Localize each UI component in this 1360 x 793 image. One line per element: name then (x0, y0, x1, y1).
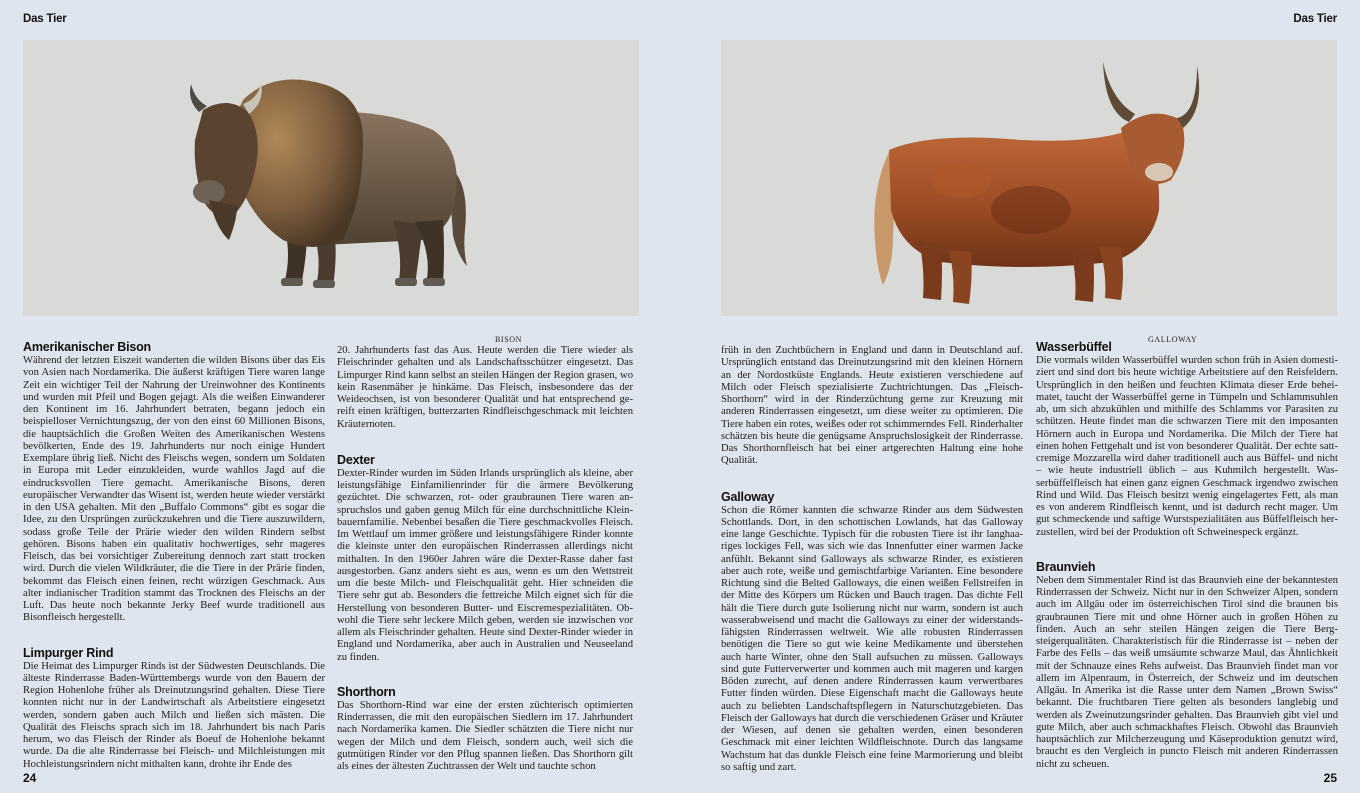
article-heading: Braunvieh (1036, 559, 1096, 574)
bison-plate (23, 40, 639, 344)
article-amerikanischer-bison (23, 340, 325, 625)
article-limpurger-rind-continued (337, 345, 633, 431)
highland-cattle-illustration-icon (721, 40, 1337, 316)
column-1 (23, 340, 325, 771)
plate-caption-galloway: GALLOWAY (1148, 335, 1198, 344)
article-heading: Shorthorn (337, 684, 396, 699)
article-body: Die Heimat des Limpurger Rinds ist der Südwesten Deutschlands. Die älteste Rinderrasse Baden-Württembergs wurde von den Bauern der Region Hohenlohe früher als Dreinutzungsrind gehalten. Diese Tiere konnten nicht nur in der Landwirtschaft als Arbeitstiere eingesetzt werden, sondern gaben auch Milch und ließen sich mästen. Die Qualität des Fleischs sprach sich im 18. Jahrhundert bis nach Paris herum, wo das Fleisch der Rinder als Boeuf de Hohenlohe bekannt wurde. Da die alte Rinderrasse bei Fleisch- und Milchleistungen mit Hochleistungsrindern nicht mithalten kann, drohte ihr Ende des (23, 660, 325, 770)
article-heading: Amerikanischer Bison (23, 340, 151, 354)
article-limpurger-rind (23, 646, 325, 771)
bison-illustration-icon (23, 40, 639, 316)
article-shorthorn (337, 685, 633, 774)
article-heading: Limpurger Rind (23, 645, 114, 660)
running-head-left: Das Tier (23, 13, 67, 25)
article-body: früh in den Zuchtbüchern in England und dann in Deutschland auf. Ursprünglich entstand das Dreinutzungsrind mit den kleinen Hörnern an der Nordostküste Englands. Heute existieren verschiedene auf Milch oder Fleisch spezialisierte Zuchtrichtungen. Das „Fleisch-Shorthorn“ wird in der Rinderzüchtung gerne zur Kreuzung mit anderen Rinderrassen eingesetzt, um diese weiter zu optimieren. Die Tiere haben ein rotes, weißes oder rot schimmerndes Fell. Rinderhalter schätzen bis heute die genügsame Anspruchslosigkeit der Rinderrasse. Das Shorthornfleisch hat bei einer artgerechten Haltung eine hohe Qualität. (721, 345, 1023, 467)
page-number-left: 24 (23, 771, 37, 785)
article-heading: Galloway (721, 489, 775, 504)
article-heading: Wasserbüffel (1036, 340, 1112, 354)
plate-caption-bison: BISON (495, 335, 523, 344)
page-number-right: 25 (1323, 771, 1337, 785)
article-body: Während der letzten Eiszeit wanderten die wilden Bisons über das Eis von Asien nach Nordamerika. Die äußerst kräftigen Tiere waren lange Zeit ein wichtiger Teil der Nahrung der Ureinwohner des Kontinents und wurden mit Pfeil und Bogen gejagt. Als die weißen Einwanderer den Kontinent im 16. Jahrhundert betraten, begann jedoch ein beispielloser Vernichtungszug, der von den einst 60 Millionen Bisons, die hauptsächlich die Großen Weiten des Amerikanischen Westens bevölkerten, Ende des 19. Jahrhunderts nur noch einige Hundert Exemplare übrig ließ. Nicht des Fleischs wegen, sondern um Soldaten in Europa mit Leder einzukleiden, wurde wahllos Jagd auf die eindrucksvollen Tiere gemacht. Amerikanische Bisons, deren europäischer Verwandter das Wisent ist, werden heute wieder verstärkt in den USA gehalten. Mit den „Buffalo Commons“ gibt es sogar die Idee, zu den Ursprüngen zurückzukehren und die Tiere auszuwildern, sodass große Teile der Prärie wieder den wilden Rindern selbst gehören. Bisons haben ein qualitativ hochwertiges, sehr mageres Fleisch, das bei vorsichtiger Zubereitung dennoch zart statt trocken wird. Durch die vielen Wildkräuter, die die Tiere in der Prärie finden, bekommt das Fleisch einen feinen, recht würzigen Geschmack. Aus alter indianischer Tradition stammt das Trocknen des Fleischs an der Luft. Das heute noch bekannte Jerky Beef wurde traditionell aus Bisonfleisch hergestellt. (23, 355, 325, 624)
running-head-right: Das Tier (1293, 13, 1337, 25)
column-2 (337, 345, 633, 773)
article-body: 20. Jahrhunderts fast das Aus. Heute werden die Tiere wieder als Fleischrinder gehalten und als Landschaftsschützer eingesetzt. Das Limpurger Rind kann selbst an steilen Hängen der Region grasen, wo kein Rasenmäher je hinkäme. Das Fleisch, insbesondere das der Weideochsen, ist von besonderer Qualität und hat entsprechend gereift einen kräftigen, butterzarten Rindfleischgeschmack mit leichten Kräuternoten. (337, 345, 633, 430)
article-braunvieh (1036, 560, 1338, 771)
article-body: Das Shorthorn-Rind war eine der ersten züchterisch optimierten Rinderrassen, die mit den europäischen Siedlern im 17. Jahrhundert nach Nordamerika kamen. Die Siedler schätzten die Tiere nicht nur wegen der Milch und dem Fleisch, sondern auch, weil sich die gutmütigen Rinder vor den Pflug spannen ließen. Das Shorthorn gilt als eines der ältesten Zuchtrassen der Welt und tauchte schon (337, 699, 633, 772)
galloway-plate (721, 40, 1337, 344)
article-dexter (337, 453, 633, 664)
article-wasserbueffel (1036, 340, 1338, 539)
article-body: Schon die Römer kannten die schwarze Rinder aus dem Südwesten Schottlands. Dort, in den schottischen Lowlands, hat das Galloway eine lange Geschichte. Typisch für die robusten Tiere ist ihr langhaariges lockiges Fell, was sich wie das Innenfutter einer warmen Jacke anfühlt. Bekannt sind Galloways als schwarze Rinder, es existieren aber auch rote, weiße und gemischtfarbige Varianten. Eine besondere Richtung sind die Belted Galloways, die einen weißen Fellstreifen in der Mitte des Körpers um Rücken und Bauch tragen. Das dichte Fell hält die Tiere durch gute Isolierung nicht nur warm, sondern ist auch wasserabweisend und macht die Galloways zu einer der widerstandsfähigsten Rinderrassen weltweit. Wie alle robusten Rinderrassen benötigen die Tiere so gut wie keine Medikamente und überstehen auch harte Winter, ohne den Stall aufsuchen zu müssen. Galloways sind gute Futterverwerter und kommen auch mit mageren und kargen Böden zurecht, auf denen andere Rinderrassen kaum verwertbares Futter finden würden. Diese Eigenschaft macht die Galloways heute auch zu beliebten Landschaftspflegern in Naturschutzgebieten. Das Fleisch der Galloways hat durch die verschiedenen Gräser und Kräuter der Wiesen, auf denen sie gehalten werden, einen besonderen Geschmack mit einer leichten Wildfleischnote. Durch das langsame Wachstum hat das dunkle Fleisch eine feine Marmorierung und bleibt so saftig und zart. (721, 504, 1023, 773)
article-galloway (721, 490, 1023, 775)
article-body: Neben dem Simmentaler Rind ist das Braunvieh eine der bekanntesten Rinderrassen der Schweiz. Nicht nur in den Schweizer Alpen, sondern auch im Allgäu oder im österreichischen Tirol sind die braunen bis graubraunen Tiere mit und ohne Hörner auch in großen Höhen zu finden. Auch an sehr steilen Hängen zeigen die Tiere Bergsteigerqualitäten. Charakteristisch für die Rinderrasse ist – neben der Farbe des Fells – das weiß umsäumte schwarze Maul, das Ähnlichkeit mit der Schnauze eines Rehs aufweist. Das Braunvieh findet man vor allem im Alpenraum, in Österreich, der Schweiz und im deutschen Allgäu. In Amerika ist die Rasse unter dem Namen „Brown Swiss“ bekannt. Die fruchtbaren Tiere gelten als besonders langlebig und werden als Zweinutzungsrinder gehalten. Das Braunvieh gibt viel und gute Milch, aber auch schmackhaftes Fleisch. Obwohl das Braunvieh hauptsächlich zur Milcherzeugung und Käseproduktion genutzt wird, braucht es den Vergleich in puncto Fleisch mit anderen Rinderrassen nicht zu scheuen. (1036, 574, 1338, 770)
article-body: Dexter-Rinder wurden im Süden Irlands ursprünglich als kleine, aber leistungsfähige Einfamilienrinder für die ärmere Bevölkerung gezüchtet. Die schwarzen, rot- oder graubraunen Tiere waren anspruchslos und gaben genug Milch für eine durchschnittliche Kleinbauernfamilie. Nebenbei besaßen die Tiere geschmackvolles Fleisch. Im Wettlauf um immer größere und leistungsfähigere Rinder konnte die kleinste unter den europäischen Rinderrassen allerdings nicht mithalten. In den 1960er Jahren wäre die Dexter-Rasse daher fast ausgestorben. Ganz anders sieht es aus, wenn es um den Wettstreit um die beste Milch- und Fleischqualität geht. Hier schneiden die Tiere sehr gut ab. Besonders die fettreiche Milch eignet sich für die Herstellung von besonderen Butter- und Eiscremespezialitäten. Obwohl die Tiere sehr leckere Milch geben, werden sie inzwischen vor allem als Fleischrinder gehalten. Heute sind Dexter-Rinder wieder in England und Nordamerika, aber auch in Australien und Neuseeland zu finden. (337, 467, 633, 663)
column-4 (1036, 340, 1338, 771)
article-body: Die vormals wilden Wasserbüffel wurden schon früh in Asien domestiziert und sind dort bis heute wichtige Arbeitstiere auf den Reisfeldern. Ursprünglich in den heißen und feuchten Klimata dieser Erde beheimatet, taucht der Wasserbüffel gerne in Tümpeln und Schlammsuhlen ab, um sich abzukühlen und mithilfe des Schlamms vor Parasiten zu schützen. Heute findet man die schwarzen Tiere mit den imposanten Hörnern auch in Europa und Nordamerika. Die Milch der Tiere hat einen hohen Fettgehalt und ist von besonderer Qualität. Der echte satt-cremige Mozzarella wird daher traditionell auch aus Büffel- und nicht – wie heute industriell üblich – aus Kuhmilch hergestellt. Wasserbüffelfleisch hat einen ganz eignen Geschmack irgendwo zwischen Rind und Wild. Das Fleisch besitzt wenig eingelagertes Fett, als man es von anderem Rindfleisch kennt, und ist dadurch recht mager. Um gut schmeckende und saftige Wurstspezialitäten aus Büffelfleisch herzustellen, wird bei der Produktion oft Schweinespeck ergänzt. (1036, 355, 1338, 538)
column-3 (721, 345, 1023, 774)
article-shorthorn-continued (721, 345, 1023, 468)
article-heading: Dexter (337, 452, 375, 467)
